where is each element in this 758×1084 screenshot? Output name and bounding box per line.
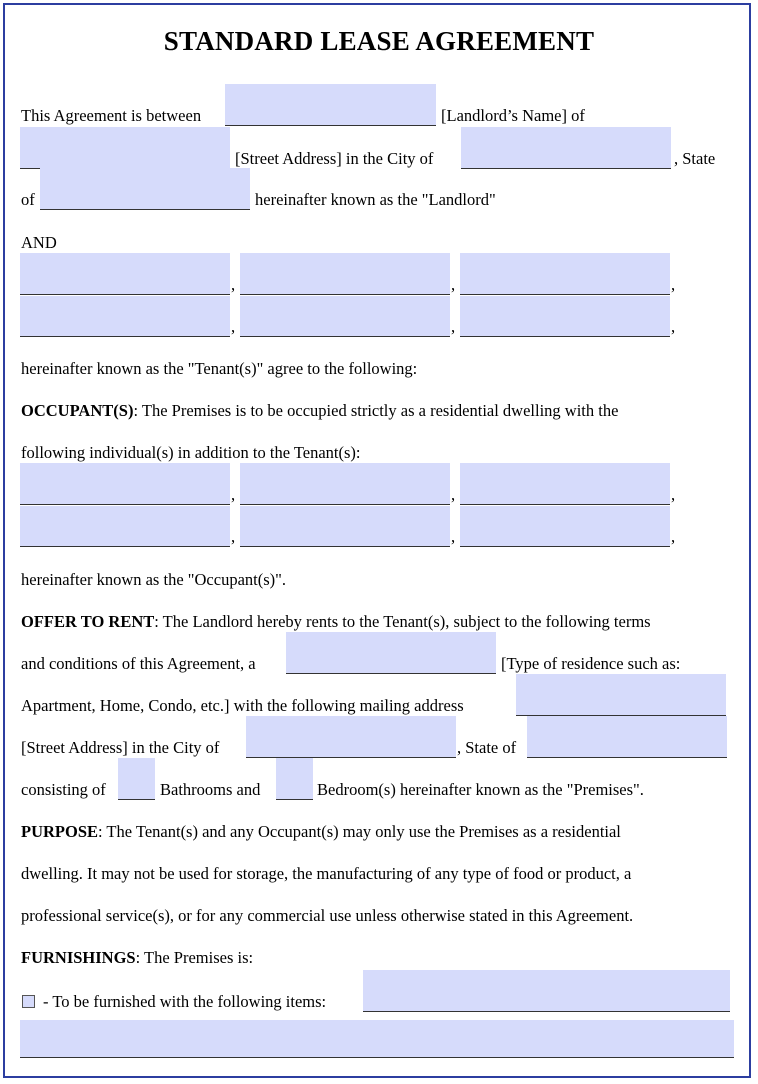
offer-text-5b: Bathrooms and: [160, 780, 261, 799]
occupant-field[interactable]: [460, 506, 670, 547]
offer-text-2a: and conditions of this Agreement, a: [21, 654, 256, 673]
offer-text-5c: Bedroom(s) hereinafter known as the "Premises".: [317, 780, 644, 799]
state-label: , State: [674, 149, 716, 168]
comma: ,: [231, 527, 236, 546]
tenant-field[interactable]: [460, 296, 670, 337]
occupants-known-as-text: hereinafter known as the "Occupant(s)".: [21, 570, 286, 589]
offer-text-2b: [Type of residence such as:: [501, 654, 681, 673]
purpose-text-1: : The Tenant(s) and any Occupant(s) may only use the Premises as a residential: [98, 822, 621, 841]
landlord-city-field[interactable]: [461, 127, 671, 169]
comma: ,: [451, 527, 456, 546]
occupant-field[interactable]: [20, 506, 230, 547]
offer-text-4a: [Street Address] in the City of: [21, 738, 220, 757]
furnishings-text-1: : The Premises is:: [135, 948, 254, 967]
offer-text-3: Apartment, Home, Condo, etc.] with the following mailing address: [21, 696, 464, 715]
furnishings-heading: FURNISHINGS: [21, 948, 136, 967]
furnished-items-field[interactable]: [363, 970, 730, 1012]
premises-city-field[interactable]: [246, 716, 456, 758]
furnishings-line-1: [21, 948, 253, 968]
offer-text-5a: consisting of: [21, 780, 106, 799]
purpose-line-1: [21, 822, 621, 842]
occupant-field[interactable]: [240, 463, 450, 505]
street-city-label: [Street Address] in the City of: [235, 149, 434, 168]
tenant-field[interactable]: [240, 296, 450, 337]
occupant-field[interactable]: [460, 463, 670, 505]
tenant-known-as-text: hereinafter known as the "Tenant(s)" agree to the following:: [21, 359, 418, 378]
furnished-checkbox[interactable]: [22, 995, 35, 1008]
purpose-heading: PURPOSE: [21, 822, 99, 841]
premises-address-field[interactable]: [516, 674, 726, 716]
tenant-field[interactable]: [20, 253, 230, 295]
of-label: of: [21, 190, 35, 209]
landlord-street-field[interactable]: [20, 127, 230, 169]
occupants-line-1: [21, 401, 618, 421]
offer-line-1: [21, 612, 651, 632]
offer-text-1: : The Landlord hereby rents to the Tenant(s), subject to the following terms: [154, 612, 651, 631]
comma: ,: [231, 275, 236, 294]
furnished-items-field-2[interactable]: [20, 1020, 734, 1058]
offer-heading: OFFER TO RENT: [21, 612, 155, 631]
document-title: STANDARD LEASE AGREEMENT: [163, 26, 595, 56]
comma: ,: [451, 275, 456, 294]
comma: ,: [451, 317, 456, 336]
residence-type-field[interactable]: [286, 632, 496, 674]
purpose-text-3: professional service(s), or for any commercial use unless otherwise stated in this Agreement.: [21, 906, 634, 925]
occupants-text-2: following individual(s) in addition to the Tenant(s):: [21, 443, 361, 462]
occupant-field[interactable]: [240, 506, 450, 547]
tenant-field[interactable]: [20, 296, 230, 337]
landlord-known-as-label: hereinafter known as the "Landlord": [255, 190, 496, 209]
occupants-text-1: : The Premises is to be occupied strictly as a residential dwelling with the: [133, 401, 619, 420]
bedrooms-field[interactable]: [276, 758, 313, 800]
offer-text-4b: , State of: [457, 738, 517, 757]
comma: ,: [671, 275, 676, 294]
landlord-name-label: [Landlord’s Name] of: [441, 106, 585, 125]
comma: ,: [451, 485, 456, 504]
tenant-field[interactable]: [240, 253, 450, 295]
occupants-heading: OCCUPANT(S): [21, 401, 134, 420]
comma: ,: [231, 485, 236, 504]
comma: ,: [671, 317, 676, 336]
purpose-text-2: dwelling. It may not be used for storage, the manufacturing of any type of food or product, a: [21, 864, 632, 883]
comma: ,: [231, 317, 236, 336]
premises-state-field[interactable]: [527, 716, 727, 758]
bathrooms-field[interactable]: [118, 758, 155, 800]
furnished-option-label: - To be furnished with the following items:: [43, 992, 327, 1011]
landlord-name-field[interactable]: [225, 84, 436, 126]
comma: ,: [671, 485, 676, 504]
and-label: AND: [21, 233, 57, 252]
landlord-state-field[interactable]: [40, 168, 250, 210]
agreement-between-label: This Agreement is between: [21, 106, 202, 125]
tenant-field[interactable]: [460, 253, 670, 295]
comma: ,: [671, 527, 676, 546]
occupant-field[interactable]: [20, 463, 230, 505]
